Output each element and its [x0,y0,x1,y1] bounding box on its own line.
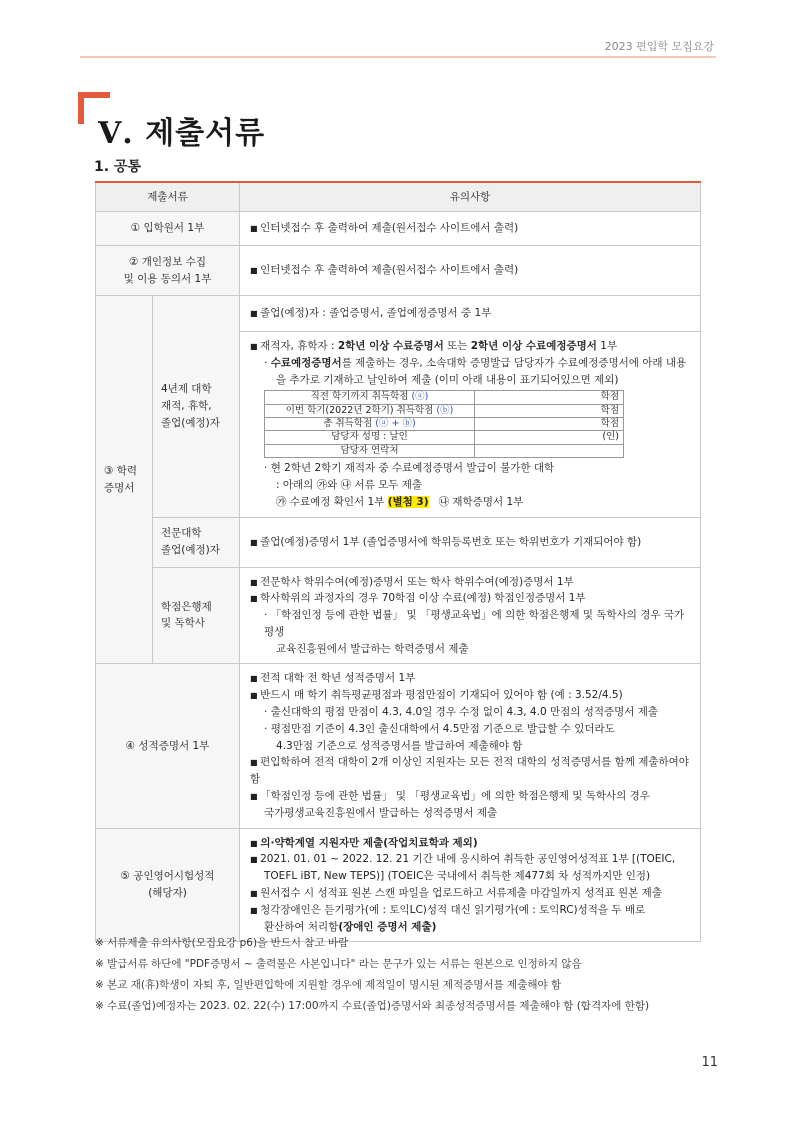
text: 총 취득학점 [323,418,376,430]
category-line: 전문대학 [161,527,202,540]
header-rule [80,56,716,58]
footnotes [95,933,649,1017]
bullet-text: ■ 인터넷접수 후 출력하여 제출(원서접수 사이트에서 출력) [250,264,518,276]
form-row [265,391,624,404]
row-notes [240,246,701,296]
continued-text: 4.3만점 기준으로 성적증명서를 발급하여 제출해야 함 [276,739,523,752]
form-row [265,404,624,417]
category-line: 졸업(예정)자 [161,544,220,556]
table-row [96,567,701,664]
section-heading: 1. 공통 [94,159,141,175]
category-line: ③ 학력 [104,464,138,477]
title-text: 제출서류 [145,116,266,151]
form-label [265,391,475,404]
text: (ⓐ) [411,391,429,403]
text: 재적자, 휴학자 : [260,340,338,352]
text: ㉯ 재학증명서 1부 [438,495,524,508]
row-category: ① 입학원서 1부 [96,212,240,246]
text: 출신대학의 평점 만점이 4.3, 4.0일 경우 수정 없이 4.3, 4.0 만점의 성적증명서 제출 [270,706,659,719]
text: 평점만점 기준이 4.3인 출신대학에서 4.5만점 기준으로 발급할 수 있더라도 [270,722,615,735]
bullet-text: ■ 전적 대학 전 학년 성적증명서 1부 [250,670,690,687]
bullet-text: ■ 졸업(예정)자 : 졸업증명서, 졸업예정증명서 중 1부 [250,307,491,319]
row-notes [240,332,701,518]
highlight-text: (별첨 3) [387,495,429,508]
col-header-notes: 유의사항 [240,182,701,212]
bullet-text: ■ 「학점인정 등에 관한 법률」 및 「평생교육법」에 의한 학점은행제 및 독학사의 경우 [250,788,690,805]
row-notes [240,567,701,664]
category-line: 4년제 대학 [161,383,212,396]
text: 또는 [443,340,471,352]
subcategory [153,517,240,567]
row-notes [240,517,701,567]
bullet-text: ■ 학사학위의 과정자의 경우 70학점 이상 수료(예정) 학점인정증명서 1부 [250,590,690,607]
bullet-text: ■ 편입학하여 전적 대학이 2개 이상인 지원자는 모든 전적 대학의 성적증명서를 함께 제출하여야 함 [250,754,690,788]
bullet-text: ■ 졸업(예정)증명서 1부 (졸업증명서에 학위등록번호 또는 학위번호가 기재되어야 함) [250,536,641,548]
category-line: ② 개인정보 수집 [129,255,206,268]
bullet-text: ■ 원서접수 시 성적표 원본 스캔 파일을 업로드하고 서류제출 마감일까지 성적표 원본 제출 [250,885,690,902]
page-title [98,108,265,152]
category-line: 재적, 휴학, [161,399,212,412]
col-header-documents: 제출서류 [96,182,240,212]
form-row [265,418,624,431]
bold-text: 수료예정증명서 [270,356,342,369]
footnote: ※ 서류제출 유의사항(모집요강 p6)을 반드시 참고 바람 [95,937,349,949]
form-label [265,404,475,417]
text: 현 2학년 2학기 재적자 중 수료예정증명서 발급이 불가한 대학 [270,462,555,475]
continued-text: : 아래의 ㉮와 ㉯ 서류 모두 제출 [276,478,422,491]
bullet-text: ■ 전문학사 학위수여(예정)증명서 또는 학사 학위수여(예정)증명서 1부 [250,574,690,591]
form-unit [475,444,624,457]
bold-text: 2학년 이상 수료예정증명서 [470,340,597,352]
text: 직전 학기까지 취득학점 [310,391,412,403]
bullet-text: ■ 인터넷접수 후 출력하여 제출(원서접수 사이트에서 출력) [250,222,518,234]
running-header: 2023 편입학 모집요강 [604,40,714,53]
text: 이번 학기(2022년 2학기) 취득학점 [285,404,437,416]
footnote: ※ 수료(졸업)예정자는 2023. 02. 22(수) 17:00까지 수료(졸업)증명서와 최종성적증명서를 제출해야 함 (합격자에 한함) [95,1000,650,1012]
table-header-row [96,182,701,212]
continued-text: TOEFL iBT, New TEPS)] (TOEIC은 국내에서 취득한 제477회 차 성적까지만 인정) [264,870,651,883]
form-label [265,418,475,431]
category-line: 및 독학사 [161,617,205,630]
bullet-text: ■ 청각장애인은 듣기평가(예 : 토익LC)성적 대신 읽기평가(예 : 토익RC)성적을 두 배로 [250,902,690,919]
form-label: 담당자 성명 : 날인 [265,431,475,444]
bullet-text: ■ 2021. 01. 01 ~ 2022. 12. 21 기간 내에 응시하여 취득한 공인영어성적표 1부 [(TOEIC, [250,851,690,868]
continued-text: 을 추가로 기재하고 날인하여 제출 (이미 아래 내용이 표기되어있으면 제외) [276,373,619,386]
continued-text: 국가평생교육진흥원에서 발급하는 성적증명서 제출 [264,806,498,819]
table-row [96,517,701,567]
row-category [96,828,240,942]
category-line: 및 이용 동의서 1부 [123,272,212,285]
bold-text: (장애인 증명서 제출) [338,920,437,933]
text: 를 제출하는 경우, 소속대학 증명발급 담당자가 수료예정증명서에 아래 내용 [341,356,687,369]
category-line: 증명서 [104,481,135,494]
continued-text: 교육진흥원에서 발급하는 학력증명서 제출 [276,642,469,655]
bullet-text [250,338,690,355]
footnote: ※ 발급서류 하단에 "PDF증명서 ~ 출력물은 사본입니다" 라는 문구가 있는 서류는 원본으로 인정하지 않음 [95,958,582,970]
row-category [96,296,153,664]
dash-text: · 수료예정증명서를 제출하는 경우, 소속대학 증명발급 담당자가 수료예정증명서에 아래 내용 [264,356,687,369]
text: (ⓑ) [436,404,454,416]
row-category: ④ 성적증명서 1부 [96,664,240,828]
dash-text: · 평점만점 기준이 4.3인 출신대학에서 4.5만점 기준으로 발급할 수 있더라도 [264,722,615,735]
row-notes [240,296,701,332]
dash-text: · 「학점인정 등에 관한 법률」 및 「평생교육법」에 의한 학점은행제 및 독학사의 경우 국가평생 [264,609,685,638]
bullet-text: ■ 의·약학계열 지원자만 제출(작업치료학과 제외) [250,835,690,852]
form-unit: 학점 [475,391,624,404]
subcategory [153,296,240,518]
dash-text: · 현 2학년 2학기 재적자 중 수료예정증명서 발급이 불가한 대학 [264,462,555,475]
text: 「학점인정 등에 관한 법률」 및 「평생교육법」에 의한 학점은행제 및 독학사의 경우 국가평생 [264,609,685,638]
form-row [265,431,624,444]
category-line: ⑤ 공인영어시험성적 [120,870,215,883]
table-row [96,296,701,332]
documents-table [95,181,701,942]
title-roman: Ⅴ. [98,116,134,151]
form-unit: 학점 [475,418,624,431]
text: 1부 [596,340,618,352]
dash-text: · 출신대학의 평점 만점이 4.3, 4.0일 경우 수정 없이 4.3, 4.0 만점의 성적증명서 제출 [264,706,659,719]
text: (ⓐ + ⓑ) [375,418,416,430]
row-notes [240,664,701,828]
row-notes [240,828,701,942]
category-line: (해당자) [148,887,187,900]
page-number: 11 [701,1055,718,1070]
bold-text: 2학년 이상 수료증명서 [337,340,444,352]
category-line: 학점은행제 [161,600,212,613]
bullet-text: ■ 반드시 매 학기 취득평균평점과 평점만점이 기재되어 있어야 함 (예 : 3.52/4.5) [250,687,690,704]
table-row [96,212,701,246]
form-unit: (인) [475,431,624,444]
continued-text [250,494,690,511]
table-row [96,246,701,296]
table-row [96,828,701,942]
text: 환산하여 처리함 [264,920,339,933]
text: ㉮ 수료예정 확인서 1부 [276,495,388,508]
row-notes [240,212,701,246]
footnote: ※ 본교 재(휴)학생이 자퇴 후, 일반편입학에 지원할 경우에 제적일이 명시된 제적증명서를 제출해야 함 [95,979,562,991]
form-unit: 학점 [475,404,624,417]
credits-form [264,390,624,458]
form-row [265,444,624,457]
category-line: 졸업(예정)자 [161,416,220,429]
subcategory [153,567,240,664]
row-category [96,246,240,296]
form-label: 담당자 연락처 [265,444,475,457]
table-row [96,664,701,828]
